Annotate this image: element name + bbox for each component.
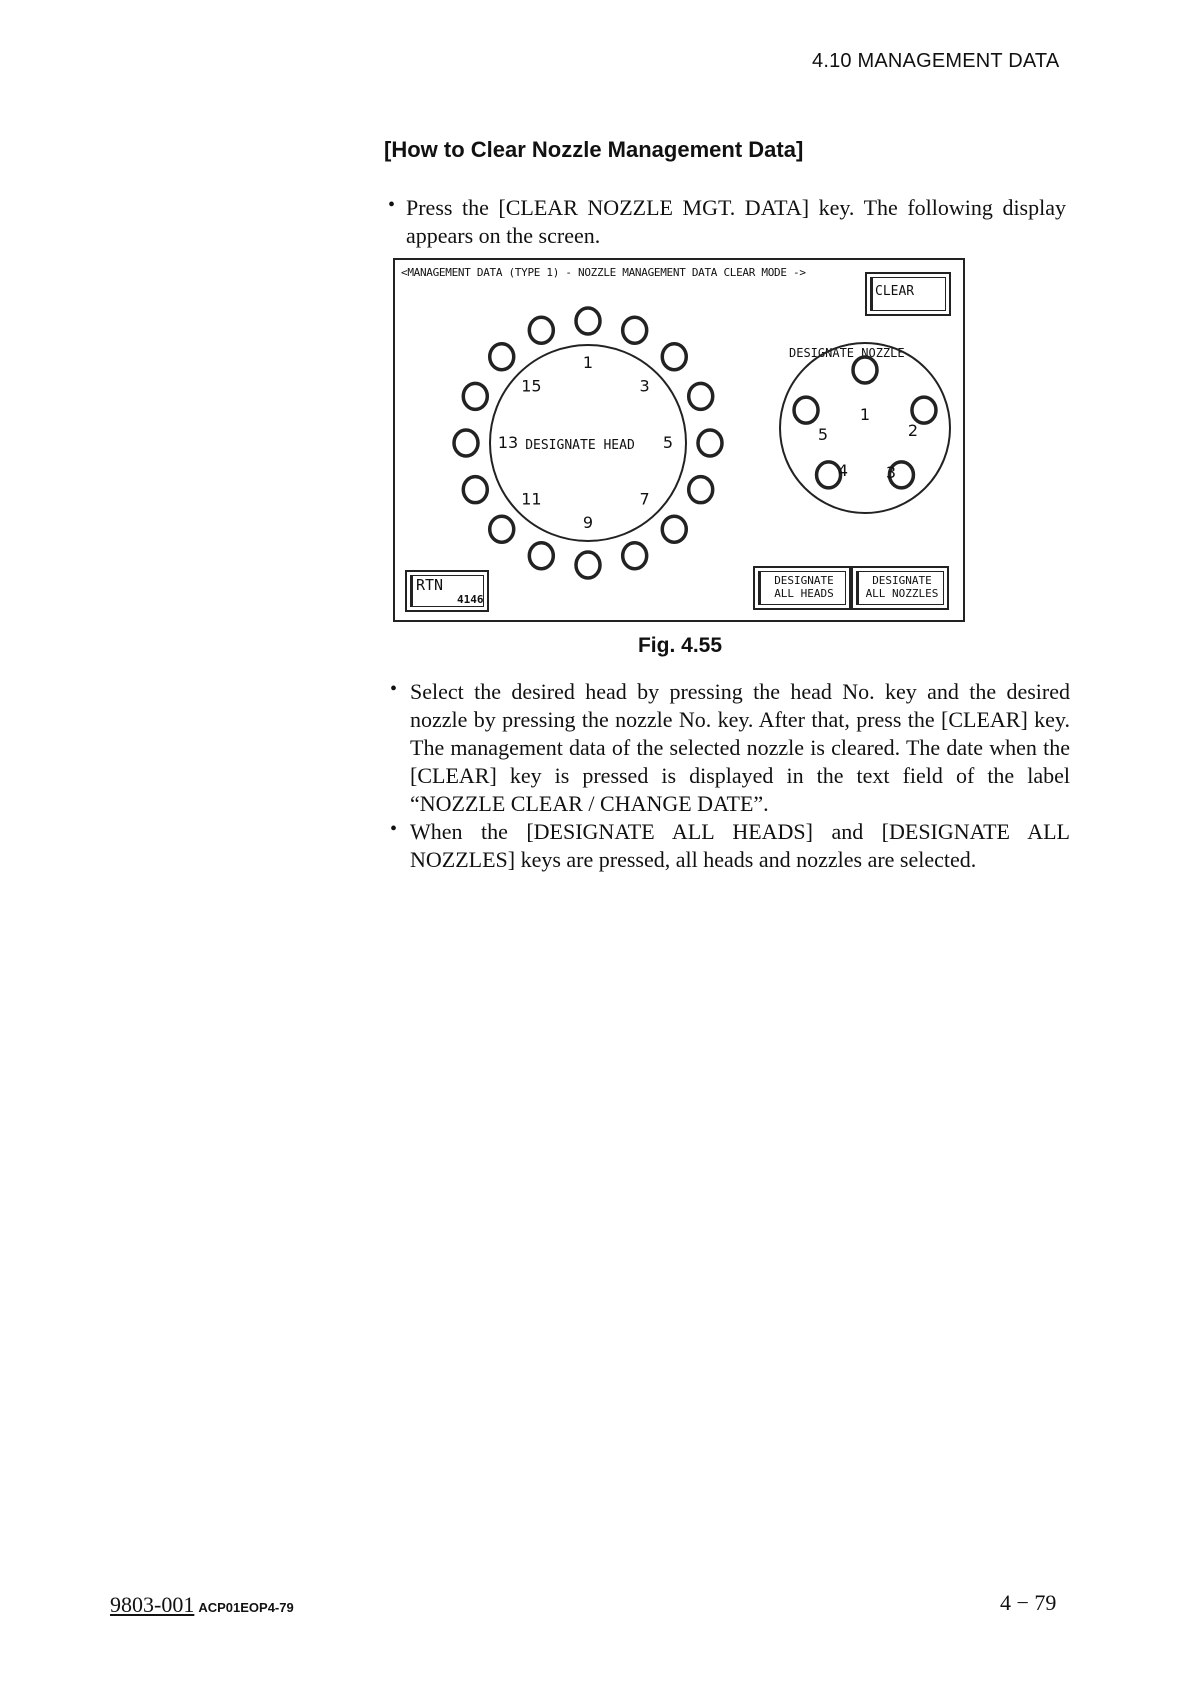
rtn-button[interactable]: [405, 570, 489, 612]
head-key-ring[interactable]: [454, 430, 478, 456]
head-number-label: 3: [639, 376, 650, 396]
machine-screen-figure: [393, 258, 965, 622]
head-key-ring[interactable]: [623, 317, 647, 343]
head-key-ring[interactable]: [576, 552, 600, 578]
nozzle-key-ring[interactable]: [853, 357, 877, 383]
rtn-code: 4146: [457, 593, 484, 606]
mode-title: <MANAGEMENT DATA (TYPE 1) - NOZZLE MANAGEMENT DATA CLEAR MODE ->: [401, 266, 806, 279]
head-number-label: 7: [639, 489, 650, 509]
instruction-paragraph: Select the desired head by pressing the head No. key and the desired nozzle by pressing the nozzle No. key. After that, press the [CLEAR] key. The management data of the selected nozzle is cleared. The date when the [CLEAR] key is pressed is displayed in the text field of the label “NOZZLE CLEAR / CHANGE DATE”.: [410, 679, 1070, 816]
nozzle-number-label: 2: [907, 421, 919, 440]
head-number-label: 1: [582, 353, 594, 372]
head-key-ring[interactable]: [463, 383, 487, 409]
section-header: 4.10 MANAGEMENT DATA: [812, 50, 1060, 72]
designate-all-heads-button[interactable]: [753, 566, 851, 610]
page-number: 4 − 79: [1000, 1590, 1057, 1615]
nozzle-number-label: 3: [885, 463, 897, 482]
head-key-ring[interactable]: [490, 516, 514, 542]
nozzle-key-ring[interactable]: [794, 397, 818, 423]
head-key-ring[interactable]: [490, 344, 514, 370]
designate-all-heads-label: DESIGNATE ALL HEADS: [774, 574, 834, 600]
section-heading: [How to Clear Nozzle Management Data]: [384, 137, 804, 162]
head-key-ring[interactable]: [463, 477, 487, 503]
bullet: •: [390, 678, 398, 700]
head-key-ring[interactable]: [623, 543, 647, 569]
designate-all-nozzles-button[interactable]: [851, 566, 949, 610]
head-number-label: 5: [662, 433, 674, 452]
head-key-ring[interactable]: [576, 308, 600, 334]
footer-document-id: [110, 1592, 294, 1618]
instruction-paragraph: When the [DESIGNATE ALL HEADS] and [DESIGNATE ALL NOZZLES] keys are pressed, all heads and nozzles are selected.: [410, 819, 1070, 872]
nozzle-number-label: 1: [859, 405, 871, 424]
nozzle-key-ring[interactable]: [912, 397, 936, 423]
head-number-label: 9: [582, 513, 594, 532]
doc-id: 9803-001: [110, 1592, 195, 1617]
designate-nozzle-label: DESIGNATE NOZZLE: [789, 346, 905, 360]
head-key-ring[interactable]: [698, 430, 722, 456]
figure-caption: Fig. 4.55: [637, 634, 723, 657]
head-key-ring[interactable]: [529, 317, 553, 343]
head-key-ring[interactable]: [689, 383, 713, 409]
nozzle-number-label: 5: [817, 425, 829, 444]
rtn-label: RTN: [416, 576, 444, 594]
head-number-label: 13: [497, 433, 519, 452]
bullet: •: [390, 818, 398, 840]
head-key-ring[interactable]: [662, 516, 686, 542]
nozzle-number-label: 4: [837, 461, 849, 480]
head-number-label: 11: [521, 489, 542, 509]
nozzle-selector-circle: [780, 343, 950, 513]
head-key-ring[interactable]: [662, 344, 686, 370]
designate-all-nozzles-label: DESIGNATE ALL NOZZLES: [865, 574, 939, 600]
head-number-label: 15: [521, 376, 542, 396]
intro-paragraph: Press the [CLEAR NOZZLE MGT. DATA] key. The following display appears on the screen.: [406, 195, 1066, 248]
head-key-ring[interactable]: [529, 543, 553, 569]
head-key-ring[interactable]: [689, 477, 713, 503]
bullet: •: [388, 194, 396, 216]
designate-head-label: DESIGNATE HEAD: [525, 438, 635, 453]
clear-button-label: CLEAR: [875, 284, 915, 299]
doc-code: ACP01EOP4-79: [198, 1600, 294, 1615]
